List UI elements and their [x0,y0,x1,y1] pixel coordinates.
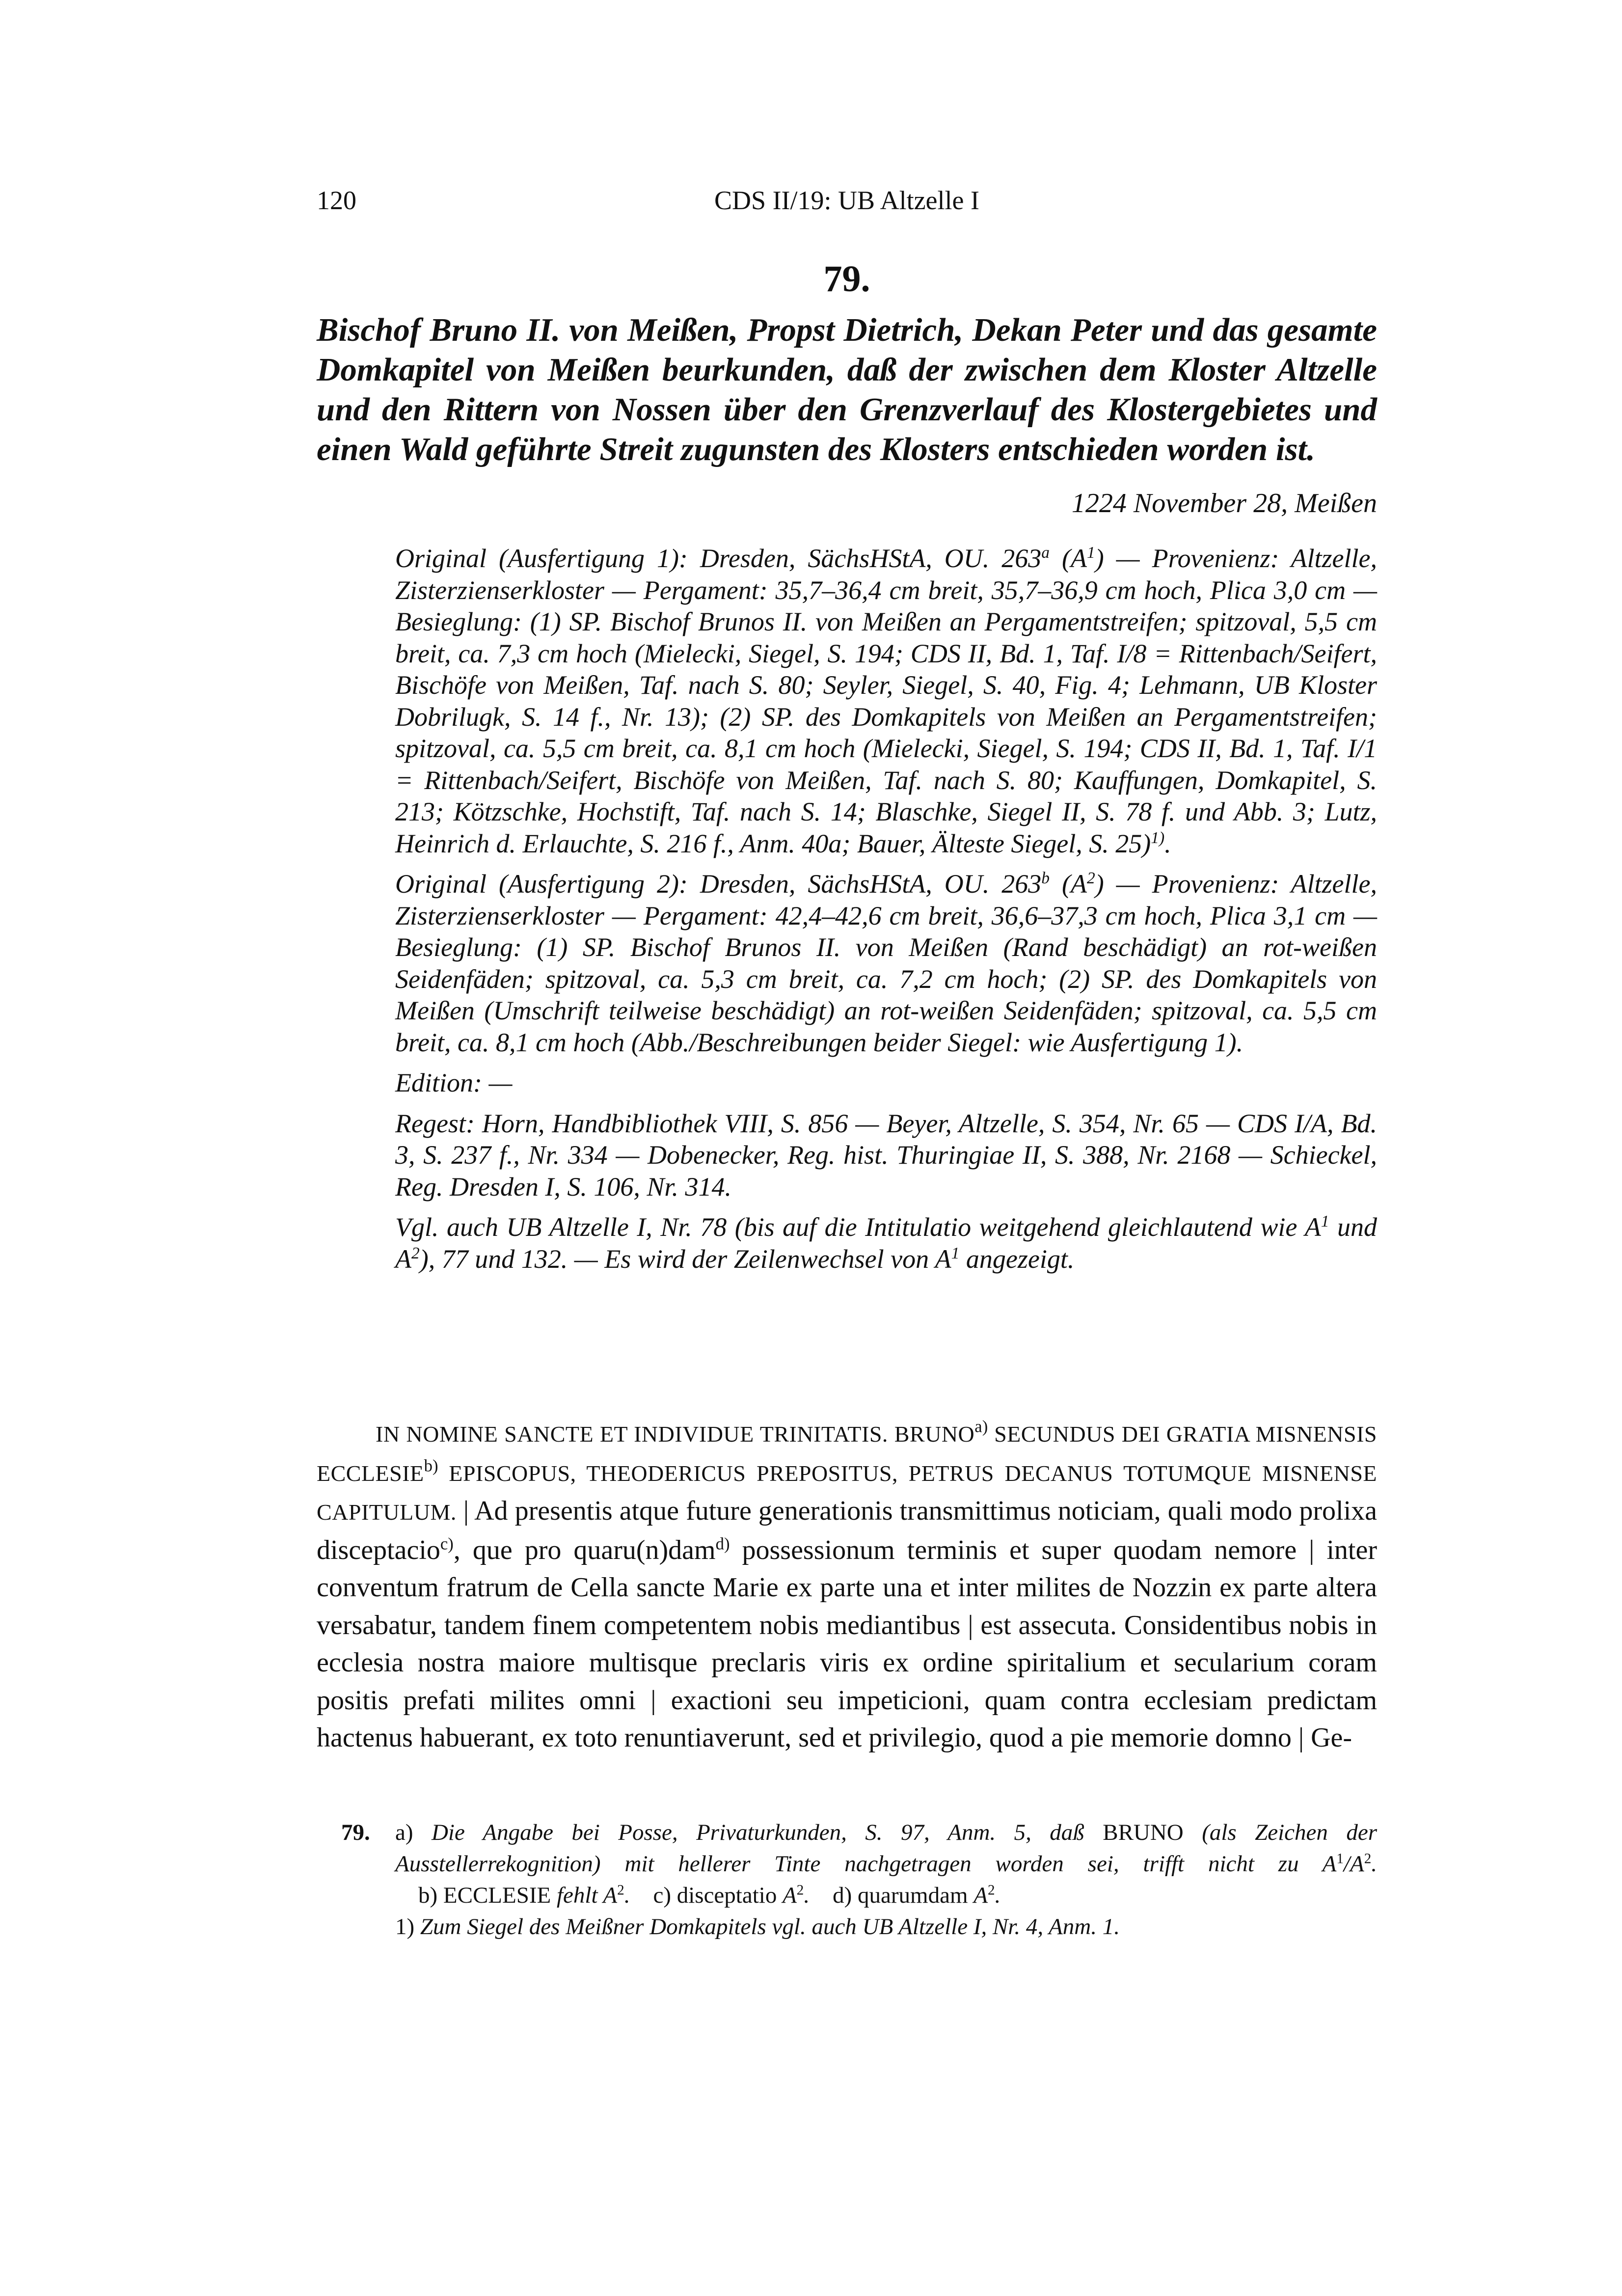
original-2-sup-b: 2 [1086,869,1095,887]
charter-intitulatio-2: EPISCOPUS, THEODERICUS PREPOSITUS, PETRUS DECANUS TOTUMQUE MISNENSE CAPITULUM. [317,1460,1377,1525]
document-title: Bischof Bruno II. von Meißen, Propst Dietrich, Dekan Peter und das gesamte Domkapitel von Meißen beurkunden, daß der zwischen dem Kloster Altzelle und den Rittern von Nossen über den Grenzverlauf des Klostergebietes und einen Wald geführte Streit zugunsten des Klosters entschieden worden ist. [317,312,1377,467]
original-1-text-a: Original (Ausfertigung 1): Dresden, SächsHStA, OU. 263 [395,544,1042,573]
critical-apparatus [395,543,1377,1284]
charter-intitulatio-1: SECUNDUS DEI GRATIA MISNENSIS ECCLESIE [317,1421,1377,1486]
fn-d-text: A [973,1883,988,1908]
fn-b-text: fehlt A [556,1883,618,1908]
text-critical-notes [341,1817,1377,1911]
fn-b-label: b) ECCLESIE [395,1883,557,1908]
fn-c-label: c) disceptatio [630,1883,783,1908]
original-2-text-c: ) — Provenienz: Altzelle, Zisterzienserkloster — Pergament: 42,4–42,6 cm breit, 36,6–37,3 cm hoch, Plica 3,1 cm — Besieglung: (1) SP. Bischof Brunos II. von Meißen (Rand beschädigt) an rot-weißen Seidenfäden; spitzoval, ca. 5,3 cm breit, ca. 7,2 cm hoch; (2) SP. des Domkapitels von Meißen (Umschrift teilweise beschädigt) an rot-weißen Seidenfäden; spitzoval, ca. 5,5 cm breit, ca. 8,1 cm hoch (Abb./Beschreibungen beider Siegel: wie Ausfertigung 1). [395,869,1377,1057]
fn-a-text-4: /A [1343,1851,1364,1877]
original-1-text-c: ) — Provenienz: Altzelle, Zisterzienserkloster — Pergament: 35,7–36,4 cm breit, 35,7–36,9 cm hoch, Plica 3,0 cm — Besieglung: (1) SP. Bischof Brunos II. von Meißen an Pergamentstreifen; spitzoval, 5,5 cm breit, ca. 7,3 cm hoch (Mielecki, Siegel, S. 194; CDS II, Bd. 1, Taf. I/8 = Rittenbach/Seifert, Bischöfe von Meißen, Taf. nach S. 80; Seyler, Siegel, S. 40, Fig. 4; Lehmann, UB Kloster Dobrilugk, S. 14 f., Nr. 13); (2) SP. des Domkapitels von Meißen an Pergamentstreifen; spitzoval, ca. 5,5 cm breit, ca. 8,1 cm hoch (Mielecki, Siegel, S. 194; CDS II, Bd. 1, Taf. I/1 = Rittenbach/Seifert, Bischöfe von Meißen, Taf. nach S. 80; Kauffungen, Domkapitel, S. 213; Kötzschke, Hochstift, Taf. nach S. 14; Blaschke, Siegel II, S. 78 f. und Abb. 3; Lutz, Heinrich d. Erlauchte, S. 216 f., Anm. 40a; Bauer, Älteste Siegel, S. 25) [395,544,1377,858]
original-1-text-b: (A [1050,544,1087,573]
fn-d-end: . [995,1883,1001,1908]
original-2-sup-a: b [1041,869,1050,887]
vgl-text-c: ), 77 und 132. — Es wird der Zeilenwechsel von A [419,1244,951,1274]
original-1-sup-c: 1) [1151,828,1165,847]
fn-1-label: 1) [395,1914,420,1940]
original-2-text-a: Original (Ausfertigung 2): Dresden, SächsHStA, OU. 263 [395,869,1042,899]
fn-d-sup: 2 [987,1882,995,1898]
charter-body-2: , que pro quaru(n)dam [453,1534,716,1565]
fn-d-label: d) quarumdam [810,1883,974,1908]
fn-a-label: a) [395,1820,432,1845]
fn-b-end: . [624,1883,630,1908]
running-title: CDS II/19: UB Altzelle I [714,186,979,215]
comparison-note [395,1211,1377,1275]
running-head [317,181,1377,220]
regest-line: Regest: Horn, Handbibliothek VIII, S. 856 — Beyer, Altzelle, S. 354, Nr. 65 — CDS I/A, Bd. 3, S. 237 f., Nr. 334 — Dobenecker, Reg. hist. Thuringiae II, S. 388, Nr. 2168 — Schieckel, Reg. Dresden I, S. 106, Nr. 314. [395,1108,1377,1202]
vgl-text-a: Vgl. auch UB Altzelle I, Nr. 78 (bis auf die Intitulatio weitgehend gleichlautend wie A [395,1212,1321,1242]
original-1-description [395,543,1377,859]
charter-body-3: possessionum terminis et super quodam nemore | inter conventum fratrum de Cella sancte Marie ex parte una et inter milites de Nozzin ex parte altera versabatur, tandem finem competentem nobis mediantibus | est assecuta. Considentibus nobis in ecclesia nostra maiore multisque preclaris viris ex ordine spiritalium et secularium coram positis prefati milites omni | exactioni seu impeticioni, quam contra ecclesiam predictam hactenus habuerant, ex toto renuntiaverunt, sed et privilegio, quod a pie memorie domno | Ge- [317,1534,1377,1753]
date-place: 1224 November 28, Meißen [1071,488,1377,519]
note-ref-b: b) [424,1455,438,1475]
fn-c-end: . [804,1883,810,1908]
note-ref-d: d) [715,1533,730,1553]
original-1-sup-b: 1 [1086,544,1095,562]
fn-1-text: Zum Siegel des Meißner Domkapitels vgl. auch UB Altzelle I, Nr. 4, Anm. 1. [420,1914,1120,1940]
edition-line: Edition: — [395,1068,513,1097]
original-1-text-d: . [1164,828,1171,858]
charter-body-1: | Ad presentis atque future generationis transmittimus noticiam, quali modo prolixa disceptacio [317,1496,1377,1565]
fn-b-sup: 2 [617,1882,624,1898]
original-1-sup-a: a [1041,544,1050,562]
fn-a-text-5: . [1371,1851,1377,1877]
charter-invocatio: IN NOMINE SANCTE ET INDIVIDUE TRINITATIS. BRUNO [376,1421,975,1447]
fn-a-sup-2: 2 [1364,1851,1372,1867]
page-number: 120 [317,186,356,215]
vgl-sup-b: 2 [411,1244,420,1262]
fn-a-text-3: (als Zeichen der Ausstellerrekognition) mit hellerer Tinte nachgetragen worden sei, trifft nicht zu A [395,1820,1377,1877]
original-2-description [395,868,1377,1058]
charter-text [317,1414,1377,1757]
fn-a-sup-1: 1 [1336,1851,1344,1867]
document-number: 79. [823,258,870,300]
factual-note-1 [395,1911,1377,1942]
fn-a-text-2: BRUNO [1084,1820,1202,1845]
original-2-text-b: (A [1050,869,1087,899]
vgl-text-d: angezeigt. [959,1244,1075,1274]
vgl-text-b: und A [395,1212,1377,1274]
fn-c-sup: 2 [796,1882,804,1898]
fn-c-text: A [783,1883,797,1908]
fn-a-text-1: Die Angabe bei Posse, Privaturkunden, S. 97, Anm. 5, daß [431,1820,1084,1845]
footnote-document-number: 79. [341,1820,370,1845]
vgl-sup-c: 1 [951,1244,960,1262]
note-ref-c: c) [440,1533,454,1553]
vgl-sup-a: 1 [1321,1212,1329,1230]
note-ref-a: a) [974,1417,988,1436]
footnotes [341,1817,1377,1942]
